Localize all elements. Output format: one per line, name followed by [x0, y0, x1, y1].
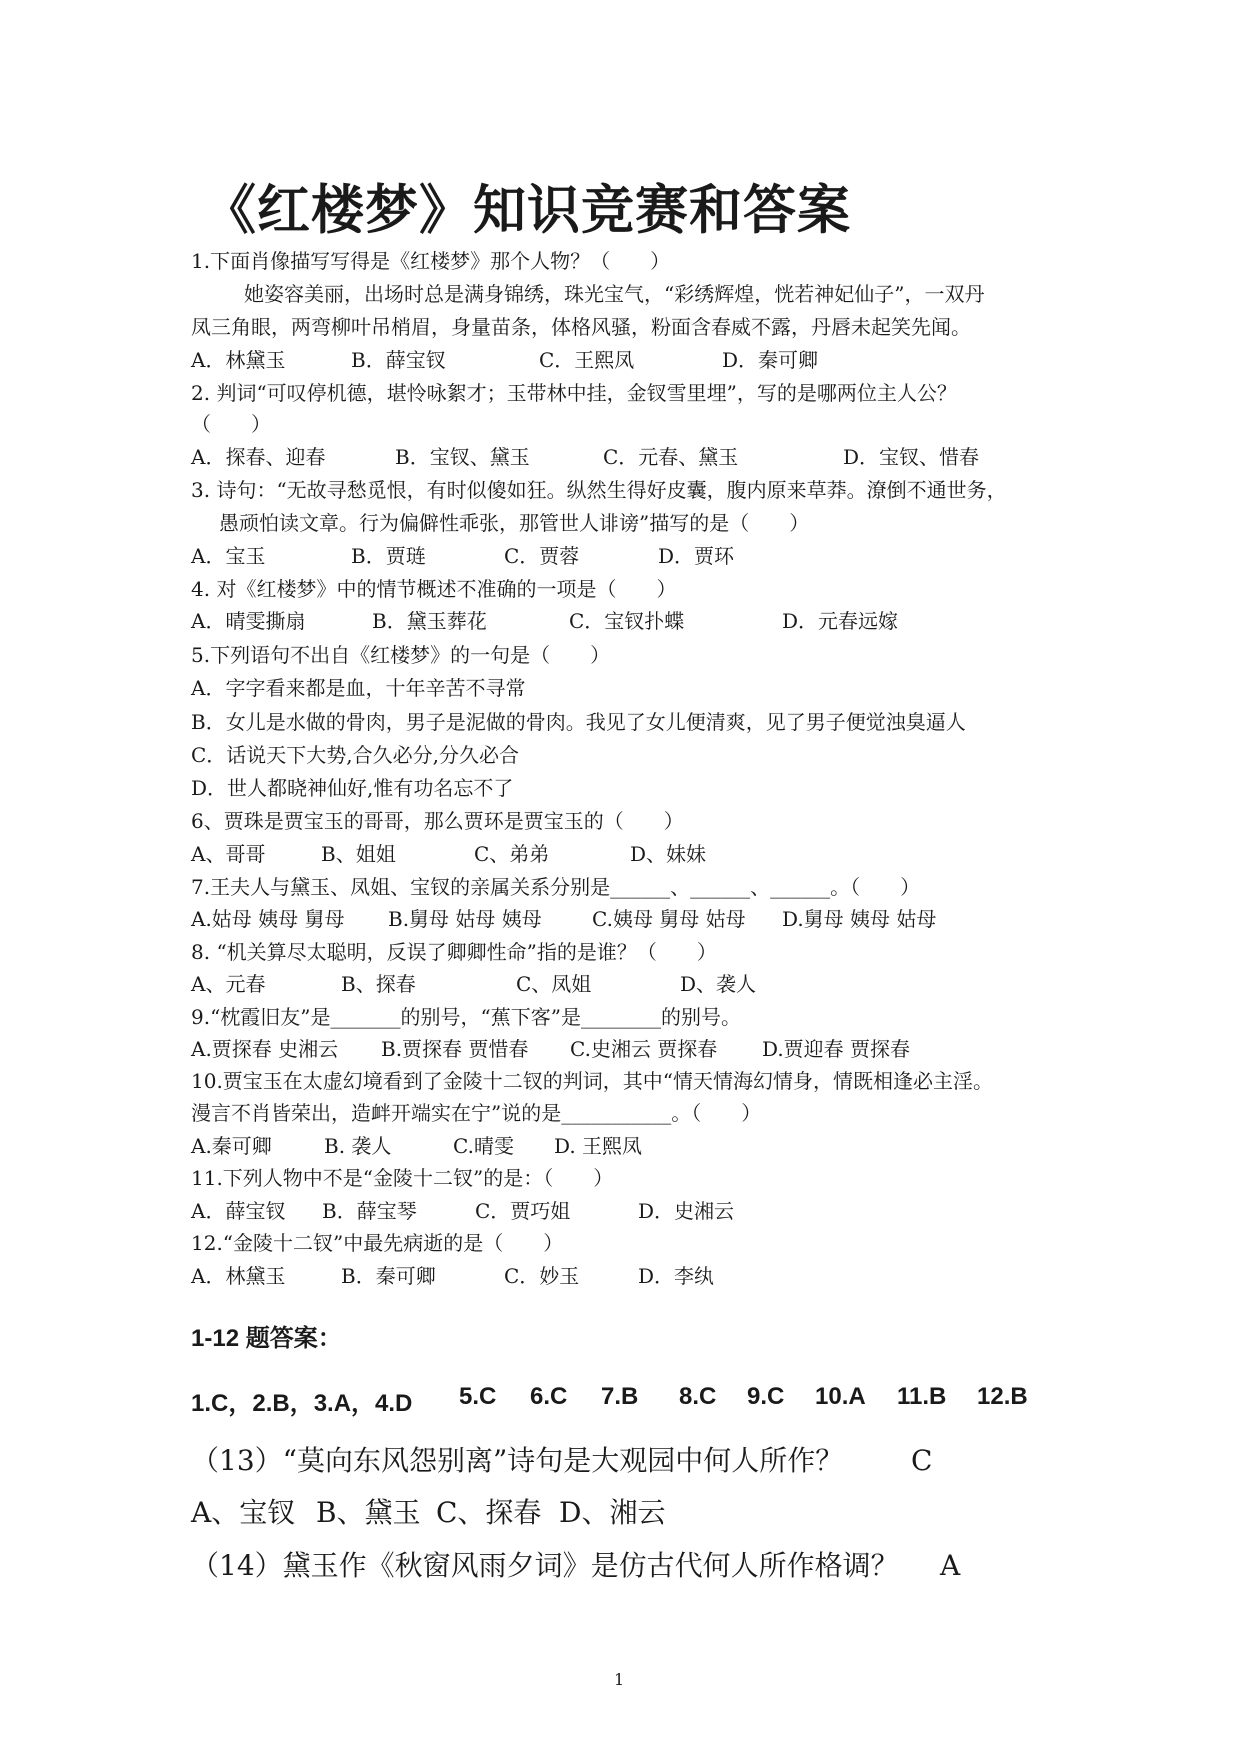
question-7-stem: 7.王夫人与黛玉、凤姐、宝钗的亲属关系分别是______、______、______。（ ） — [191, 875, 921, 899]
answer-item: 8.C — [679, 1383, 717, 1410]
option-b: B．秦可卿 — [341, 1264, 436, 1288]
option-d: D、袭人 — [680, 972, 757, 996]
option-d: D. 王熙凤 — [554, 1134, 643, 1158]
option-a: A．薛宝钗 — [191, 1199, 286, 1223]
option-d: D．贾环 — [658, 544, 735, 568]
option-d: D、妹妹 — [630, 842, 707, 866]
answer-item: 7.B — [601, 1383, 639, 1410]
option-a: A.贾探春 史湘云 — [191, 1037, 339, 1061]
document-title: 《红楼梦》知识竞赛和答案 — [203, 180, 851, 241]
option-d: D.贾迎春 贾探春 — [762, 1037, 911, 1061]
option-b: B．宝钗、黛玉 — [395, 445, 530, 469]
option-d: D．元春远嫁 — [782, 609, 899, 633]
option-a: A、元春 — [191, 972, 266, 996]
question-13-answer: C — [911, 1444, 933, 1477]
option-c: C．贾巧姐 — [475, 1199, 571, 1223]
option-a: A．宝玉 — [191, 544, 266, 568]
answer-item: 12.B — [977, 1383, 1028, 1410]
answers-list — [191, 1383, 1071, 1417]
answers-heading: 1-12 题答案： — [191, 1325, 342, 1352]
option-a: A、宝钗 — [191, 1496, 296, 1529]
answer-item: 10.A — [815, 1383, 866, 1410]
question-12-stem: 12.“金陵十二钗”中最先病逝的是（ ） — [191, 1231, 564, 1255]
question-13-stem: （13）“莫向东风怨别离”诗句是大观园中何人所作？ — [191, 1444, 844, 1477]
option-d: D．宝钗、惜春 — [843, 445, 980, 469]
option-c: C．王熙凤 — [539, 348, 635, 372]
option-c: C、弟弟 — [474, 842, 550, 866]
question-14-answer: A — [940, 1549, 961, 1582]
option-b: B．黛玉葬花 — [372, 609, 487, 633]
answer-item: 9.C — [747, 1383, 785, 1410]
page-number: 1 — [614, 1670, 625, 1689]
option-b: B. 袭人 — [324, 1134, 392, 1158]
option-a: A．晴雯撕扇 — [191, 609, 306, 633]
answer-item: 1.C，2.B，3.A，4.D — [191, 1390, 413, 1417]
question-1-stem: 1.下面肖像描写写得是《红楼梦》那个人物？（ ） — [191, 249, 671, 273]
question-13-options — [191, 1495, 791, 1531]
question-5-option-d: D．世人都晓神仙好,惟有功名忘不了 — [191, 776, 514, 800]
question-6-stem: 6、贾珠是贾宝玉的哥哥，那么贾环是贾宝玉的（ ） — [191, 809, 684, 833]
question-5-option-c: C．话说天下大势,合久必分,分久必合 — [191, 743, 520, 767]
option-b: B.舅母 姑母 姨母 — [388, 907, 542, 931]
question-3-stem: 3. 诗句：“无故寻愁觅恨，有时似傻如狂。纵然生得好皮囊，腹内原来草莽。潦倒不通世务， — [191, 478, 1007, 502]
question-10-stem-cont: 漫言不肖皆荣出，造衅开端实在宁”说的是___________。（ ） — [191, 1101, 762, 1125]
option-b: B.贾探春 贾惜春 — [381, 1037, 529, 1061]
question-2-stem-cont: （ ） — [191, 412, 271, 436]
question-2-stem: 2. 判词“可叹停机德，堪怜咏絮才；玉带林中挂，金钗雪里埋”，写的是哪两位主人公？ — [191, 381, 957, 405]
question-3-stem-cont: 愚顽怕读文章。行为偏僻性乖张，那管世人诽谤”描写的是（ ） — [219, 511, 810, 535]
option-c: C．宝钗扑蝶 — [569, 609, 685, 633]
option-c: C、探春 — [436, 1496, 542, 1529]
question-5-stem: 5.下列语句不出自《红楼梦》的一句是（ ） — [191, 643, 611, 667]
answer-item: 6.C — [530, 1383, 568, 1410]
option-c: C.姨母 舅母 姑母 — [592, 907, 746, 931]
option-d: D．史湘云 — [638, 1199, 735, 1223]
option-d: D、湘云 — [559, 1496, 666, 1529]
question-8-stem: 8. “机关算尽太聪明，反误了卿卿性命”指的是谁？（ ） — [191, 940, 717, 964]
option-a: A、哥哥 — [191, 842, 266, 866]
option-a: A．林黛玉 — [191, 1264, 286, 1288]
option-b: B．贾琏 — [351, 544, 426, 568]
option-d: D．秦可卿 — [722, 348, 819, 372]
question-4-stem: 4. 对《红楼梦》中的情节概述不准确的一项是（ ） — [191, 577, 677, 601]
question-10-stem: 10.贾宝玉在太虚幻境看到了金陵十二钗的判词，其中“情天情海幻情身，情既相逢必主淫。 — [191, 1069, 994, 1093]
question-5-option-a: A．字字看来都是血，十年辛苦不寻常 — [191, 676, 526, 700]
option-a: A.秦可卿 — [191, 1134, 272, 1158]
option-c: C．贾蓉 — [504, 544, 580, 568]
option-c: C.晴雯 — [453, 1134, 514, 1158]
option-b: B、姐姐 — [321, 842, 396, 866]
option-b: B．薛宝钗 — [351, 348, 446, 372]
option-c: C．妙玉 — [504, 1264, 580, 1288]
option-d: D.舅母 姨母 姑母 — [782, 907, 937, 931]
question-1-passage-line-1: 她姿容美丽，出场时总是满身锦绣，珠光宝气，“彩绣辉煌，恍若神妃仙子”，一双丹 — [244, 282, 985, 306]
option-b: B、黛玉 — [316, 1496, 421, 1529]
option-a: A.姑母 姨母 舅母 — [191, 907, 345, 931]
question-1-passage-line-2: 凤三角眼，两弯柳叶吊梢眉，身量苗条，体格风骚，粉面含春威不露，丹唇未起笑先闻。 — [191, 315, 971, 339]
option-c: C．元春、黛玉 — [603, 445, 739, 469]
question-14-stem: （14）黛玉作《秋窗风雨夕词》是仿古代何人所作格调？ — [191, 1549, 899, 1582]
option-b: B．薛宝琴 — [322, 1199, 417, 1223]
option-c: C.史湘云 贾探春 — [570, 1037, 718, 1061]
question-11-stem: 11.下列人物中不是“金陵十二钗”的是：（ ） — [191, 1166, 614, 1190]
option-d: D．李纨 — [638, 1264, 715, 1288]
question-9-stem: 9.“枕霞旧友”是_______的别号，“蕉下客”是________的别号。 — [191, 1005, 741, 1029]
option-a: A．探春、迎春 — [191, 445, 326, 469]
option-c: C、凤姐 — [516, 972, 592, 996]
answer-item: 5.C — [459, 1383, 497, 1410]
question-5-option-b: B．女儿是水做的骨肉，男子是泥做的骨肉。我见了女儿便清爽，见了男子便觉浊臭逼人 — [191, 710, 966, 734]
option-b: B、探春 — [341, 972, 416, 996]
answer-item: 11.B — [897, 1383, 947, 1410]
option-a: A．林黛玉 — [191, 348, 286, 372]
